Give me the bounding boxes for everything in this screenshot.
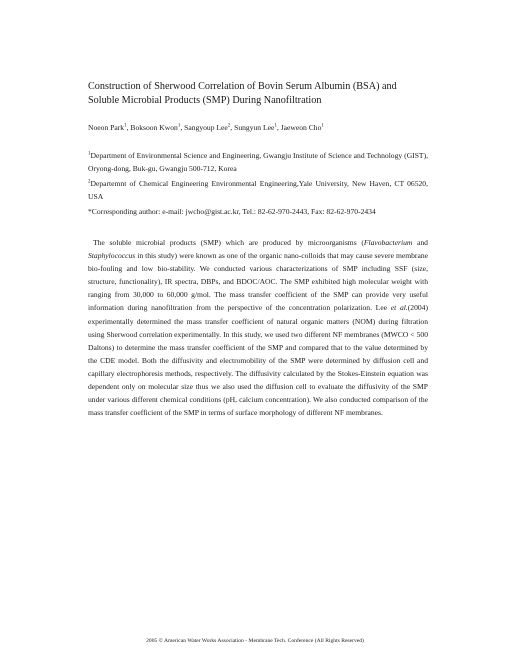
copyright-footer: 2005 © American Water Works Association - Membrane Tech. Conference (All Rights Reserved) xyxy=(146,638,364,644)
abstract-text: in this study) were known as one of the organic nano-colloids that may cause severe membrane bio-fouling and low bio-stability. We conducted various characterizations of SMP including SSF (size, structure, functionality), IR spectra, DBPs, and BDOC/AOC. The SMP exhibited high molecular weight with ranging from 30,000 to 60,000 g/mol. The mass transfer coefficient of the SMP can provide very useful information during nanofiltration from the perspective of the concentration polarization. Lee xyxy=(88,251,428,313)
affiliation-text: Departemnt of Chemical Engineering Environmental Engineering,Yale University, New Haven, CT 06520, USA xyxy=(88,179,428,201)
author-name: Noeon Park xyxy=(88,123,125,132)
abstract-text: (2004) experimentally determined the mass transfer coefficient of natural organic matters (NOM) during filtration using Sherwood correlation experimentally. In this study, we used two different NF membranes (MWCO < 500 Daltons) to determine the mass transfer coefficient of the SMP and compared that to the value determined by the CDE model. Both the diffusivity and electromobility of the SMP were determined by diffusion cell and capillary electrophoresis methods, respectively. The diffusivity calculated by the Stokes-Einstein equation was dependent only on molecular size thus we also used the diffusion cell to evaluate the diffusivity of the SMP under various different chemical conditions (pH, calcium concentration). We also conducted comparison of the mass transfer coefficient of the SMP in terms of surface morphology of different NF membranes. xyxy=(88,303,428,418)
affiliation-mark: 1 xyxy=(88,151,91,157)
organism-name: Staphylococcus xyxy=(88,251,136,261)
affiliation-text: Department of Environmental Science and Engineering, Gwangju Institute of Science and Technology (GIST), Oryong-dong, Buk-gu, Gwangju 500-712, Korea xyxy=(88,151,428,173)
author-affil-mark: 1 xyxy=(124,123,127,129)
corresponding-author: *Corresponding author: e-mail: jwcho@gist.ac.kr, Tel.: 82-62-970-2443, Fax: 82-62-970-2434 xyxy=(88,207,376,216)
affiliation-1 xyxy=(88,150,428,175)
author-affil-mark: 2 xyxy=(227,123,231,129)
paper-title: Construction of Sherwood Correlation of Bovin Serum Albumin (BSA) and Soluble Microbial Products (SMP) During Nanofiltration xyxy=(88,81,397,106)
organism-name: Flavobacterium xyxy=(363,238,413,247)
affiliation-mark: 2 xyxy=(88,179,91,185)
citation-etal: et al. xyxy=(390,303,408,313)
author-affil-mark: 1 xyxy=(177,123,181,129)
author-name: Sungyun Lee xyxy=(234,123,275,132)
affiliation-2 xyxy=(88,178,428,203)
author-name: Sangyoup Lee xyxy=(184,123,228,132)
author-name: Jaeweon Cho xyxy=(280,123,322,132)
author-name: Boksoon Kwon xyxy=(130,123,178,132)
author-affil-mark: 1 xyxy=(274,123,277,129)
abstract-text: The soluble microbial products (SMP) which are produced by microorganisms ( xyxy=(93,238,364,247)
author-list: Noeon Park$^1$, Boksoon Kwon$^1$, Sangyoup Lee$^2$, Sungyun Lee$^1$, Jaeweon Cho$^1$ xyxy=(88,123,324,132)
abstract-paragraph xyxy=(88,236,428,419)
abstract-text: and xyxy=(412,238,428,247)
author-affil-mark: 1 xyxy=(321,123,324,129)
